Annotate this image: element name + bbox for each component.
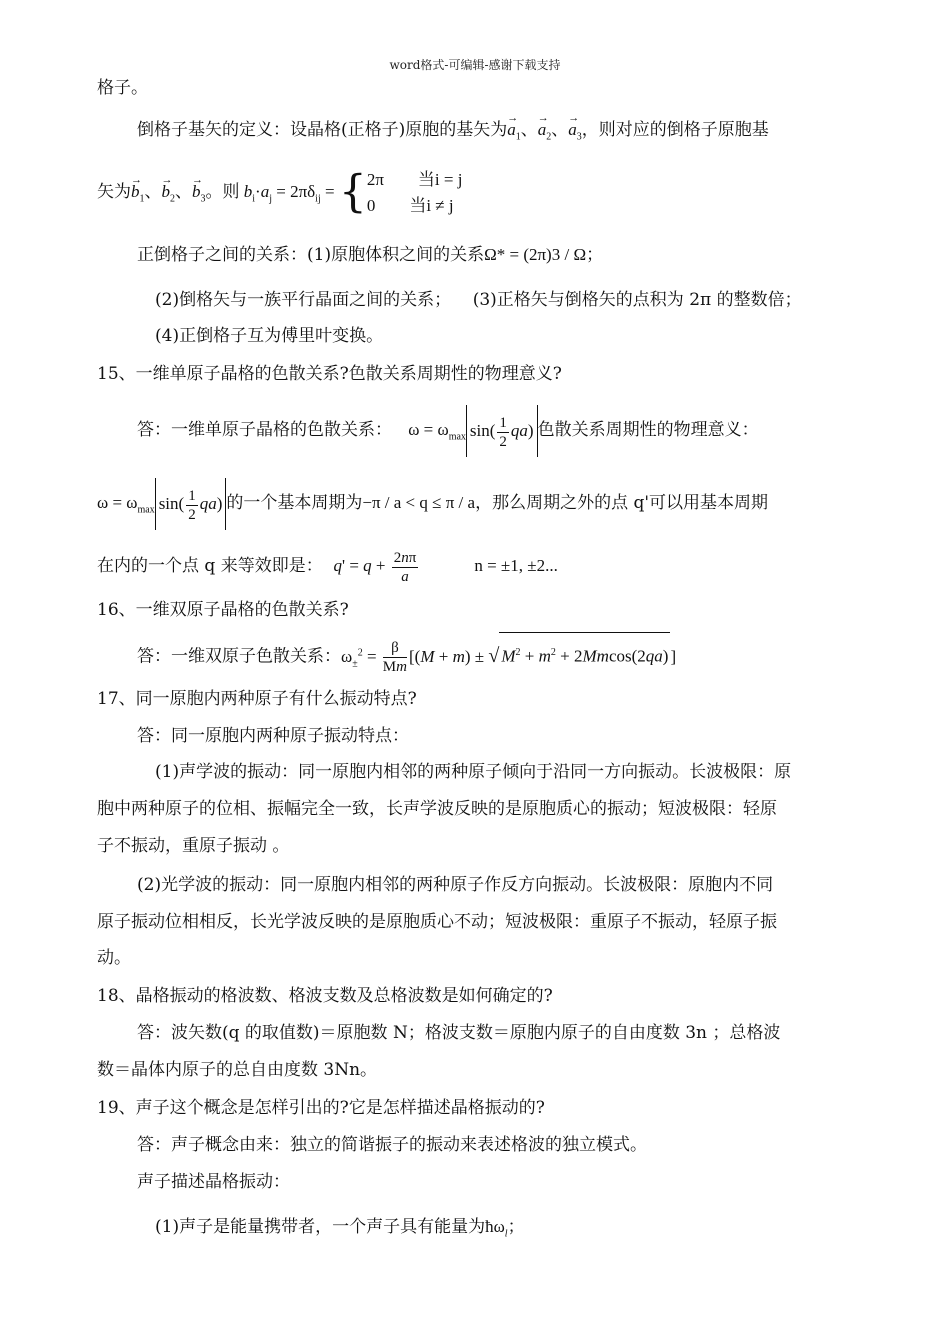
text-line [97,478,768,532]
text-span: ，那么周期之外的点 q'可以用基本周期 [475,492,769,513]
text-span: 答：一维双原子色散关系： [137,646,341,667]
question-16: 16、一维双原子晶格的色散关系? [97,600,349,620]
text-line: (1)声学波的振动：同一原胞内相邻的两种原子倾向于沿同一方向振动。长波极限：原 [155,762,792,782]
text-line: 声子描述晶格振动： [137,1172,290,1192]
basis-vectors-a: → $a_1$、→ $a_2$、→ $a_3$ [507,120,582,139]
text-span: ，则对应的倒格子原胞基 [581,120,769,140]
text-span: 矢为 [97,182,131,202]
text-span: ； [507,1217,525,1237]
basis-vectors-b: → $b_1$、→ $b_2$、→ $b_3$ [131,182,206,201]
dispersion-formula: $\omega = \omega_{max}$ sin( $\frac{1}{2}$ qa) [408,420,537,439]
text-span: 色散关系周期性的物理意义： [537,419,759,440]
text-line [137,405,759,459]
text-line: 格子。 [97,78,148,98]
text-line [137,243,603,267]
text-line: 答：声子概念由来：独立的简谐振子的振动来表述格波的独立模式。 [137,1135,647,1155]
text-span: 正倒格子之间的关系：(1)原胞体积之间的关系 [137,245,485,265]
question-17: 17、同一原胞内两种原子有什么振动特点? [97,689,417,709]
text-line [155,1215,525,1246]
text-span: (2)倒格矢与一族平行晶面之间的关系； [155,290,452,310]
text-line [137,632,676,684]
period-formula: −π / a < q ≤ π / a [362,492,476,512]
text-line: 答：同一原胞内两种原子振动特点： [137,726,409,746]
text-span: 倒格子基矢的定义：设晶格(正格子)原胞的基矢为 [137,120,508,140]
text-line: 原子振动位相相反，长光学波反映的是原胞质心不动；短波极限：重原子不振动，轻原子振 [97,912,777,932]
reciprocal-definition-formula: $b_i\cdot a_j = 2\pi\delta_{ij}$ = [243,182,339,205]
text-line: 子不振动，重原子振动 。 [97,836,290,856]
case-block [367,167,463,219]
text-line: 数＝晶体内原子的总自由度数 3Nn。 [97,1060,378,1080]
diatomic-dispersion-formula: $\omega_\pm^2$ = $\frac{\beta}{Mm}$ [(M + m) ± √ $M^2 + m^2 + 2Mmcos(2qa)$ ] [341,647,676,666]
question-15: 15、一维单原子晶格的色散关系?色散关系周期性的物理意义? [97,364,562,384]
equivalence-formula: q' = q + $\frac{2n\pi}{a}$ [333,549,417,585]
text-line [137,118,769,149]
case-line: 2π 当i = j [366,169,463,189]
text-span: 答：一维单原子晶格的色散关系： [137,419,392,440]
text-span: (3)正格矢与倒格矢的点积为 2π 的整数倍； [472,290,802,310]
text-line [97,544,558,588]
text-line: 答：波矢数(q 的取值数)＝原胞数 N；格波支数＝原胞内原子的自由度数 3n ；总格波 [137,1023,781,1043]
phonon-energy-formula: $ħ\omega_l$ [485,1217,508,1240]
question-18: 18、晶格振动的格波数、格波支数及总格波数是如何确定的? [97,986,553,1006]
page-header: word格式-可编辑-感谢下载支持 [389,58,561,72]
text-span: 。则 [205,182,240,202]
brace-icon: { [338,166,367,218]
text-line: (2)光学波的振动：同一原胞内相邻的两种原子作反方向振动。长波极限：原胞内不同 [137,875,774,895]
text-line [155,288,802,312]
dispersion-formula: $\omega = \omega_{max}$ sin( $\frac{1}{2}$ qa) [97,493,226,512]
volume-formula: Ω* = (2π)3 / Ω； [484,245,604,264]
case-line: 0 当i ≠ j [366,195,454,215]
text-span: 的一个基本周期为 [226,492,363,513]
text-span: 在内的一个点 q 来等效即是： [97,556,323,576]
text-line: 动。 [97,948,131,968]
question-19: 19、声子这个概念是怎样引出的?它是怎样描述晶格振动的? [97,1098,545,1118]
text-line: 胞中两种原子的位相、振幅完全一致，长声学波反映的是原胞质心的振动；短波极限：轻原 [97,799,777,819]
text-span: (1)声子是能量携带者，一个声子具有能量为 [155,1217,486,1237]
text-line: (4)正倒格子互为傅里叶变换。 [155,326,384,346]
n-values: n = ±1, ±2... [474,556,558,575]
text-line [97,166,462,225]
